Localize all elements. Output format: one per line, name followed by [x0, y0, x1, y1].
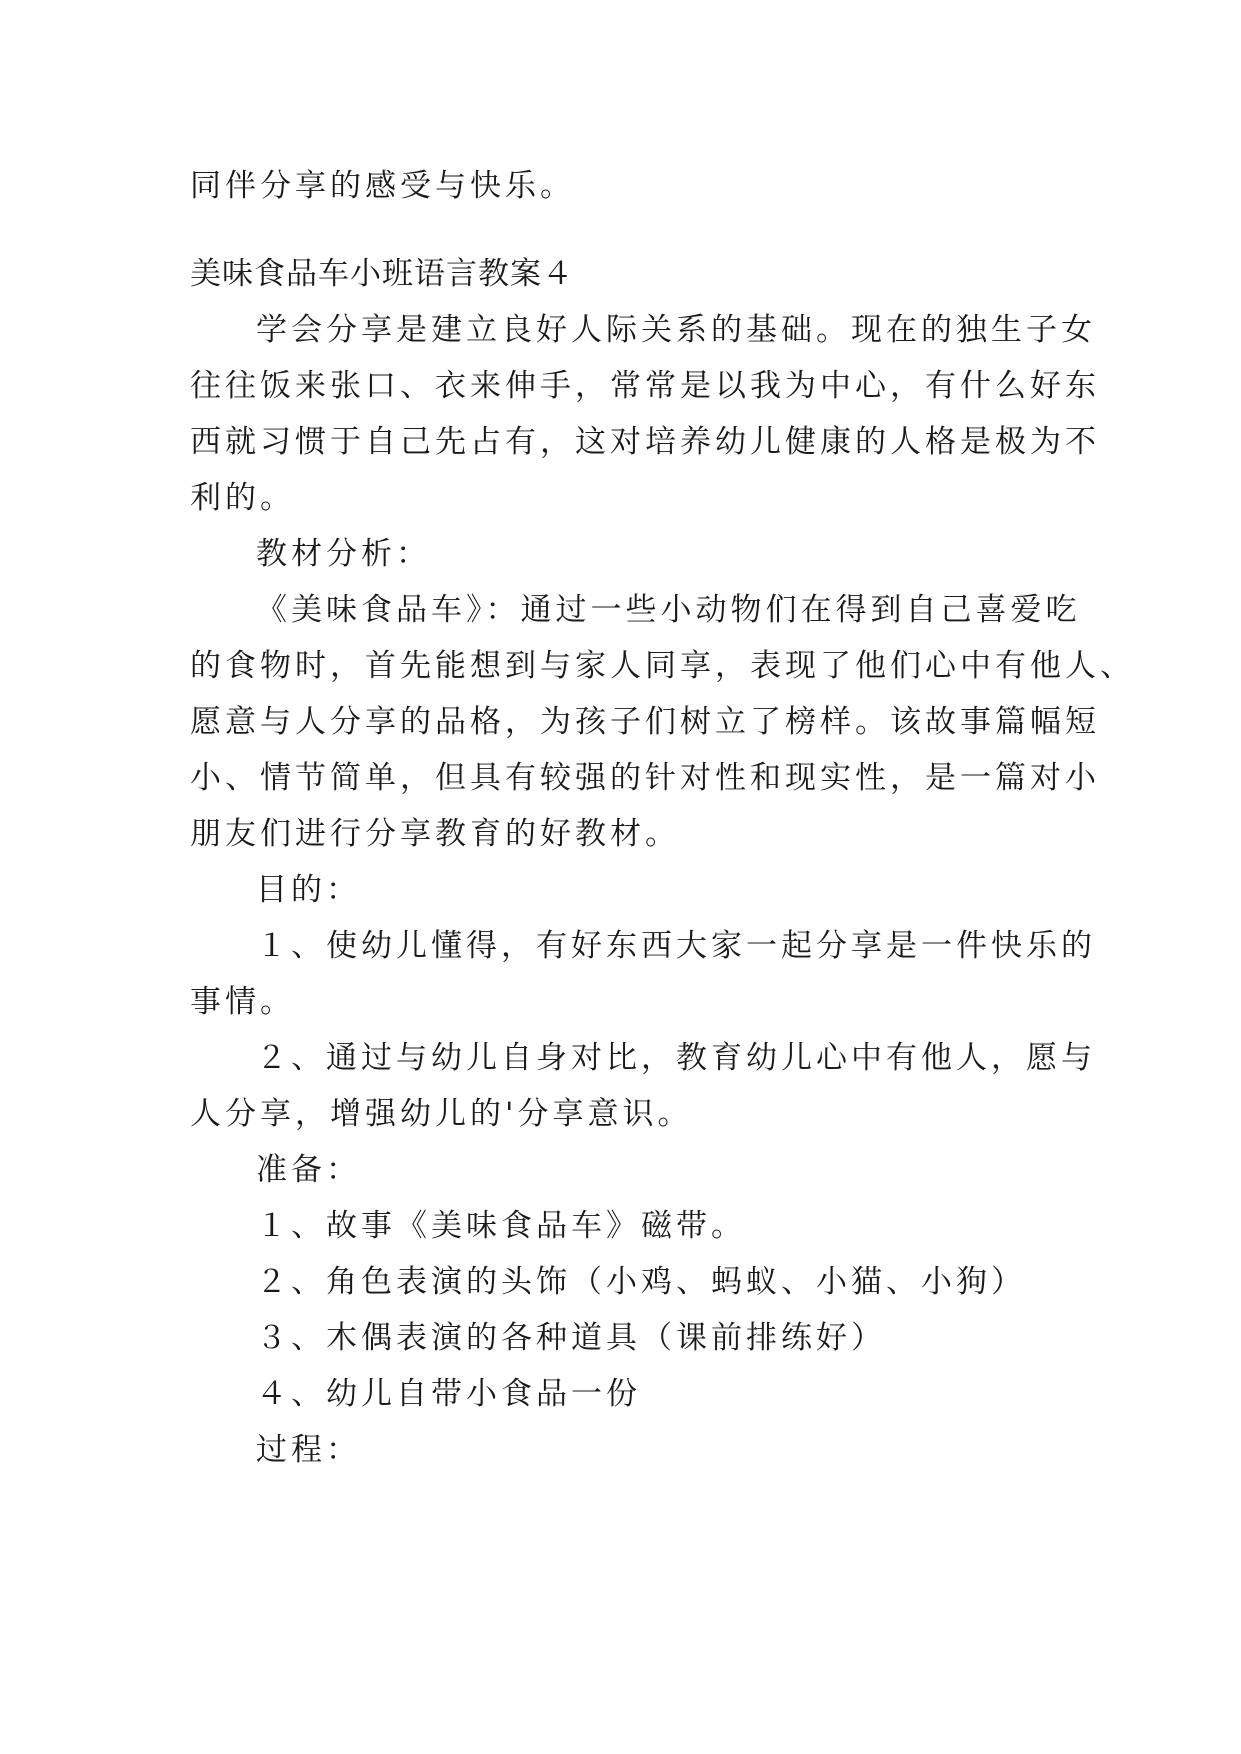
section-heading: 美味食品车小班语言教案４ — [190, 256, 574, 292]
text-line: 西就习惯于自己先占有，这对培养幼儿健康的人格是极为不 — [190, 424, 1100, 460]
text-line: 愿意与人分享的品格，为孩子们树立了榜样。该故事篇幅短 — [190, 704, 1100, 740]
list-item: １、故事《美味食品车》磁带。 — [256, 1208, 746, 1244]
text-line: 的食物时，首先能想到与家人同享，表现了他们心中有他人、 — [190, 648, 1135, 684]
text-line: 人分享，增强幼儿的'分享意识。 — [190, 1096, 693, 1132]
list-item: ２、通过与幼儿自身对比，教育幼儿心中有他人，愿与 — [256, 1040, 1096, 1076]
text-line: 《美味食品车》：通过一些小动物们在得到自己喜爱吃 — [256, 592, 1081, 628]
text-line: 朋友们进行分享教育的好教材。 — [190, 816, 680, 852]
text-line: 事情。 — [190, 984, 295, 1020]
text-line: 利的。 — [190, 480, 295, 516]
subheading: 目的： — [256, 872, 361, 908]
list-item: ２、角色表演的头饰（小鸡、蚂蚁、小猫、小狗） — [256, 1264, 1026, 1300]
text-line: 小、情节简单，但具有较强的针对性和现实性，是一篇对小 — [190, 760, 1100, 796]
list-item: ４、幼儿自带小食品一份 — [256, 1376, 641, 1412]
text-line: 学会分享是建立良好人际关系的基础。现在的独生子女 — [256, 312, 1096, 348]
text-line: 往往饭来张口、衣来伸手，常常是以我为中心，有什么好东 — [190, 368, 1100, 404]
text-line: 同伴分享的感受与快乐。 — [190, 168, 575, 204]
list-item: １、使幼儿懂得，有好东西大家一起分享是一件快乐的 — [256, 928, 1096, 964]
list-item: ３、木偶表演的各种道具（课前排练好） — [256, 1320, 886, 1356]
subheading: 准备： — [256, 1152, 361, 1188]
subheading: 教材分析： — [256, 536, 431, 572]
subheading: 过程： — [256, 1432, 361, 1468]
